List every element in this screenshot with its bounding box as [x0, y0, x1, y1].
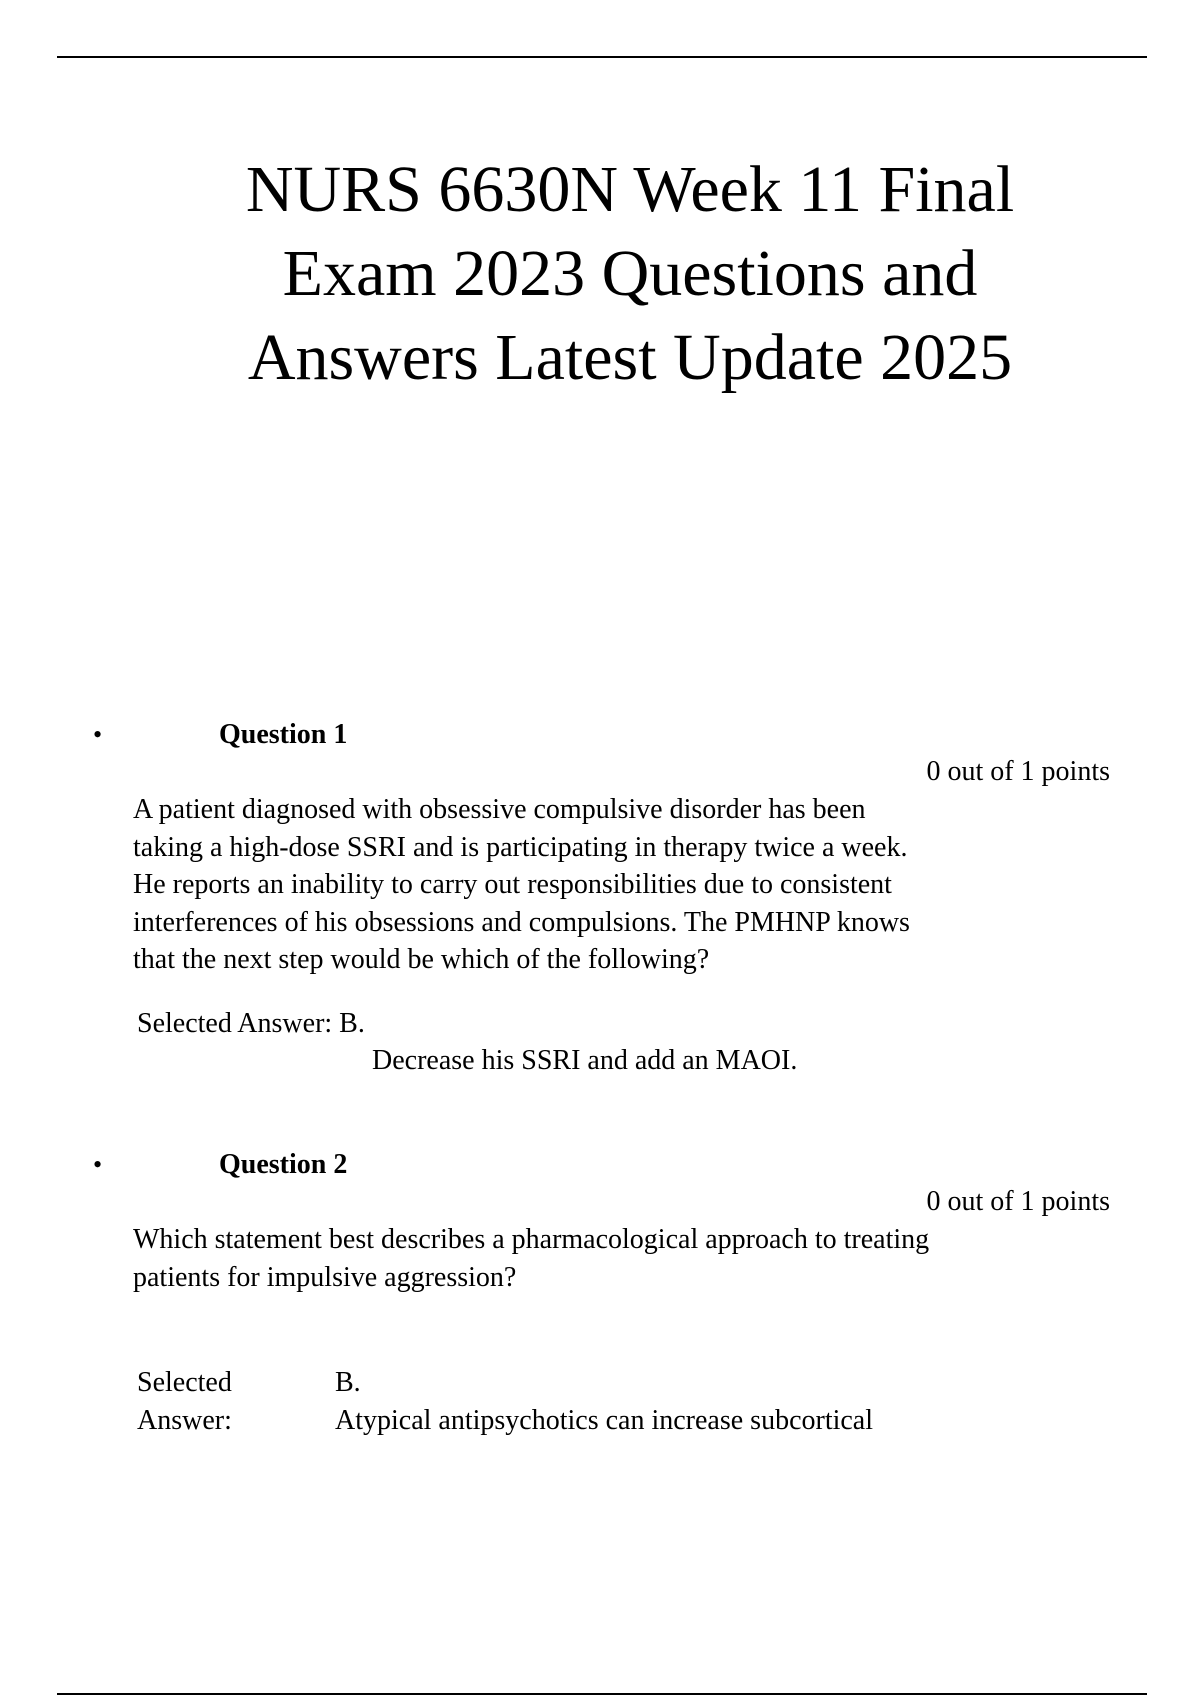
selected-answer-text: Atypical antipsychotics can increase subcortical — [335, 1405, 874, 1436]
bullet: • — [93, 1150, 103, 1179]
selected-answer-label-line: Selected — [137, 1367, 232, 1398]
question-text-line: Which statement best describes a pharmacological approach to treating — [133, 1224, 930, 1255]
selected-answer-label — [137, 1364, 232, 1440]
bullet: • — [93, 720, 103, 749]
selected-answer-label-line: Answer: — [137, 1405, 232, 1436]
title-line: NURS 6630N Week 11 Final — [245, 153, 1015, 226]
question-heading: Question 2 — [219, 1149, 348, 1180]
points-score: 0 out of 1 points — [926, 756, 1110, 787]
question-text — [133, 791, 1093, 979]
selected-answer-label: Selected Answer: — [137, 1008, 333, 1039]
selected-answer-value — [335, 1364, 873, 1440]
title-line: Answers Latest Update 2025 — [247, 321, 1013, 394]
document-title — [100, 148, 1160, 400]
question-text-line: that the next step would be which of the following? — [133, 944, 710, 975]
top-rule — [57, 56, 1147, 58]
selected-answer-text: Decrease his SSRI and add an MAOI. — [372, 1045, 798, 1076]
question-text — [133, 1221, 1093, 1296]
question-text-line: interferences of his obsessions and compulsions. The PMHNP knows — [133, 906, 910, 938]
selected-answer-row — [137, 1005, 365, 1042]
bottom-rule — [57, 1693, 1147, 1695]
points-score: 0 out of 1 points — [926, 1186, 1110, 1217]
selected-answer-letter: B. — [335, 1367, 361, 1398]
title-line: Exam 2023 Questions and — [282, 237, 978, 310]
question-heading: Question 1 — [219, 719, 348, 750]
question-text-line: A patient diagnosed with obsessive compulsive disorder has been — [133, 794, 866, 825]
question-text-line: He reports an inability to carry out responsibilities due to consistent — [133, 869, 892, 900]
question-text-line: taking a high-dose SSRI and is participating in therapy twice a week. — [133, 831, 908, 863]
question-text-line: patients for impulsive aggression? — [133, 1261, 517, 1293]
selected-answer-letter: B. — [339, 1008, 365, 1039]
